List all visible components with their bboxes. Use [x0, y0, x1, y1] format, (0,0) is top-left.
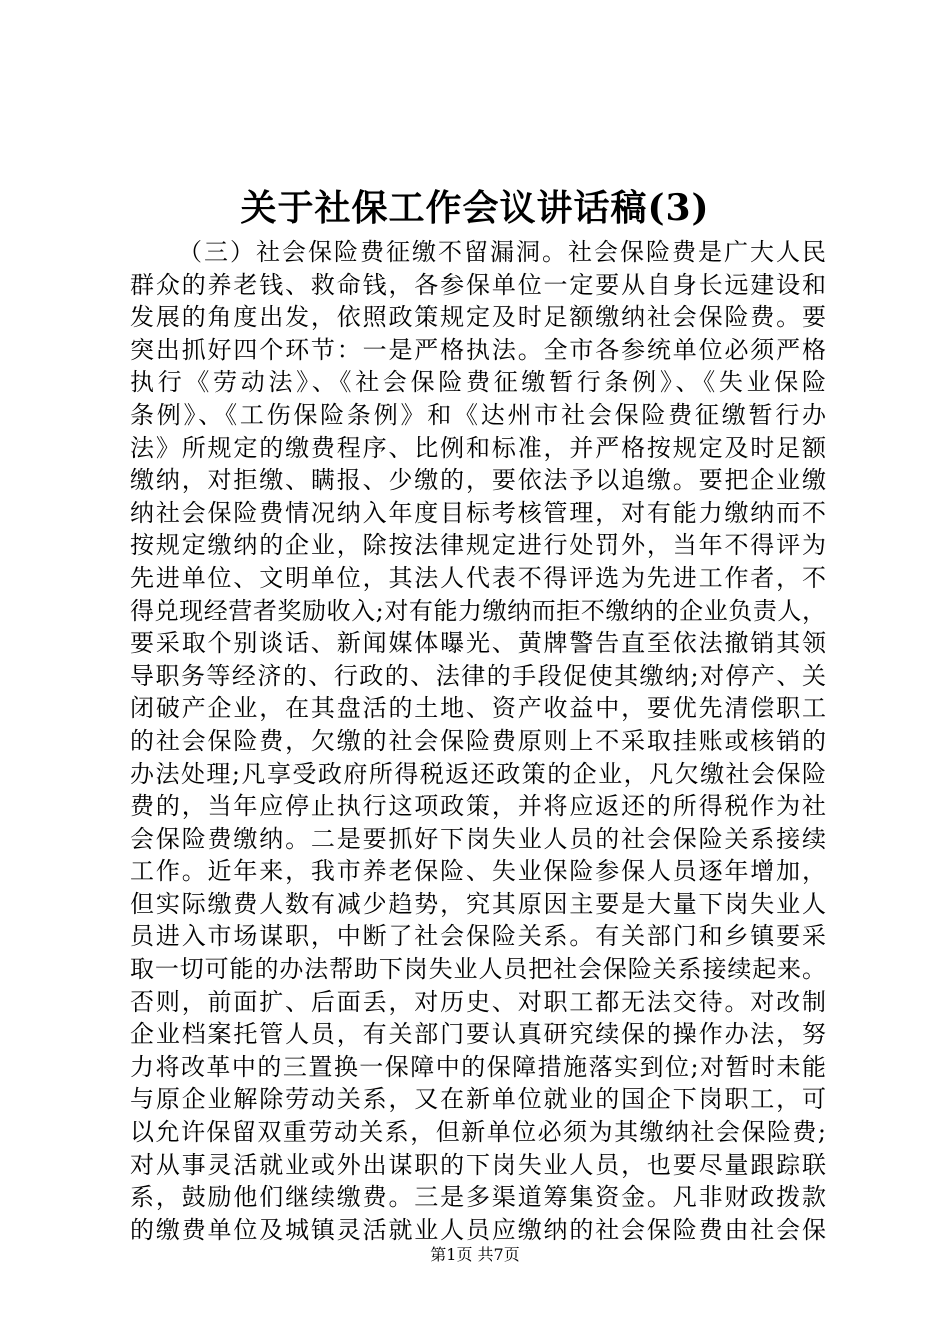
body-line: 办法处理;凡享受政府所得税返还政策的企业，凡欠缴社会保险	[130, 759, 826, 788]
body-line: 要采取个别谈话、新闻媒体曝光、黄牌警告直至依法撤销其领	[130, 629, 826, 658]
body-line: 系，鼓励他们继续缴费。三是多渠道筹集资金。凡非财政拨款	[130, 1183, 826, 1212]
body-line: 执行《劳动法》、《社会保险费征缴暂行条例》、《失业保险	[130, 368, 826, 397]
body-line: 取一切可能的办法帮助下岗失业人员把社会保险关系接续起来。	[130, 955, 826, 984]
body-line: 费的，当年应停止执行这项政策，并将应返还的所得税作为社	[130, 792, 826, 821]
body-line: 否则，前面扩、后面丢，对历史、对职工都无法交待。对改制	[130, 987, 826, 1016]
body-line: 发展的角度出发，依照政策规定及时足额缴纳社会保险费。要	[130, 303, 826, 332]
body-line: 群众的养老钱、救命钱，各参保单位一定要从自身长远建设和	[130, 270, 826, 299]
body-line: 会保险费缴纳。二是要抓好下岗失业人员的社会保险关系接续	[130, 824, 826, 853]
body-line: 先进单位、文明单位，其法人代表不得评选为先进工作者，不	[130, 563, 826, 592]
document-title: 关于社保工作会议讲话稿(3)	[240, 187, 710, 229]
body-line: 突出抓好四个环节：一是严格执法。全市各参统单位必须严格	[130, 335, 826, 364]
body-line: 闭破产企业，在其盘活的土地、资产收益中，要优先清偿职工	[130, 694, 826, 723]
body-line: 法》所规定的缴费程序、比例和标准，并严格按规定及时足额	[130, 433, 826, 462]
body-line: 对从事灵活就业或外出谋职的下岗失业人员，也要尽量跟踪联	[130, 1150, 826, 1179]
body-line: 纳社会保险费情况纳入年度目标考核管理，对有能力缴纳而不	[130, 498, 826, 527]
body-line: 以允许保留双重劳动关系，但新单位必须为其缴纳社会保险费;	[130, 1118, 826, 1147]
body-line: 得兑现经营者奖励收入;对有能力缴纳而拒不缴纳的企业负责人，	[130, 596, 826, 625]
body-line: 与原企业解除劳动关系，又在新单位就业的国企下岗职工，可	[130, 1085, 826, 1114]
body-line: 工作。近年来，我市养老保险、失业保险参保人员逐年增加，	[130, 857, 826, 886]
body-line: 缴纳，对拒缴、瞒报、少缴的，要依法予以追缴。要把企业缴	[130, 466, 826, 495]
body-line: 条例》、《工伤保险条例》和《达州市社会保险费征缴暂行办	[130, 400, 826, 429]
body-line: （三）社会保险费征缴不留漏洞。社会保险费是广大人民	[178, 238, 826, 266]
page-number: 第1页 共7页	[430, 1245, 520, 1264]
body-line: 导职务等经济的、行政的、法律的手段促使其缴纳;对停产、关	[130, 661, 826, 690]
body-line: 企业档案托管人员，有关部门要认真研究续保的操作办法，努	[130, 1020, 826, 1049]
body-line: 按规定缴纳的企业，除按法律规定进行处罚外，当年不得评为	[130, 531, 826, 560]
document-body	[130, 236, 826, 1246]
body-line: 的社会保险费，欠缴的社会保险费原则上不采取挂账或核销的	[130, 726, 826, 755]
body-line: 但实际缴费人数有减少趋势，究其原因主要是大量下岗失业人	[130, 889, 826, 918]
body-line: 员进入市场谋职，中断了社会保险关系。有关部门和乡镇要采	[130, 922, 826, 951]
body-line: 的缴费单位及城镇灵活就业人员应缴纳的社会保险费由社会保	[130, 1215, 826, 1244]
body-line: 力将改革中的三置换一保障中的保障措施落实到位;对暂时未能	[130, 1052, 826, 1081]
